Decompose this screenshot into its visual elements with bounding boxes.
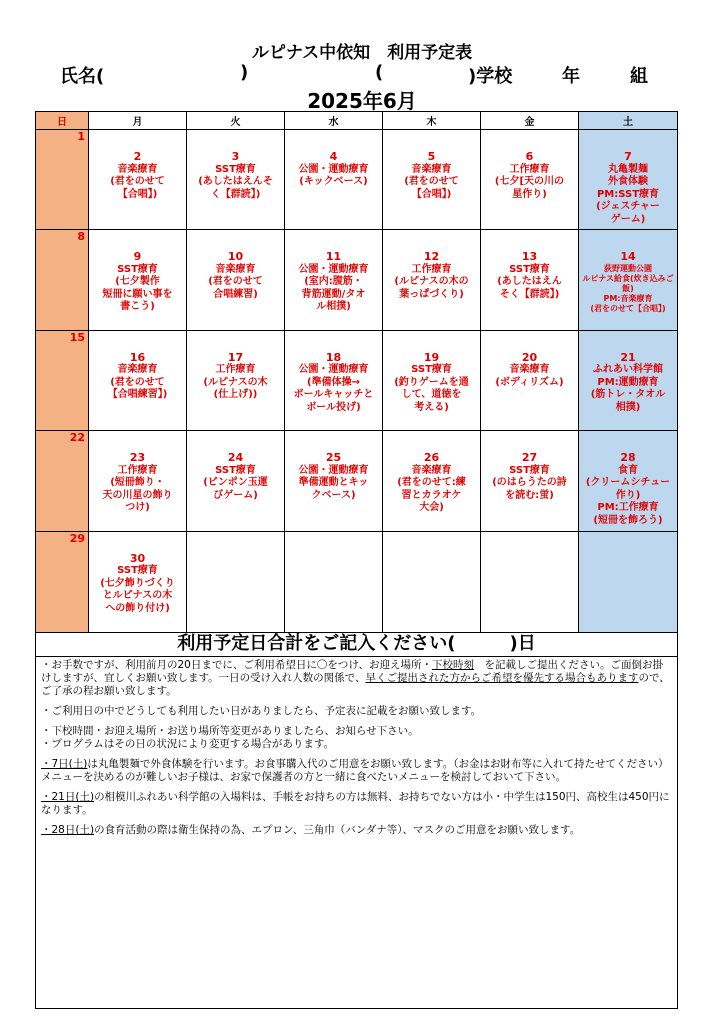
year-label: 年 <box>562 66 580 87</box>
day-event: 工作療育 (七夕[天の川の 星作り) <box>494 163 565 200</box>
day-number: 20 <box>521 350 538 364</box>
day-event: 工作療育 (ルピナスの木の 葉っぱづくり) <box>394 263 469 300</box>
day-event: 音楽療育 (君をのせて 【合唱練習】) <box>107 364 168 401</box>
day-number: 17 <box>227 350 244 364</box>
day-number: 16 <box>129 350 146 364</box>
day-number: 12 <box>423 250 440 264</box>
calendar-day-cell <box>89 331 187 431</box>
calendar-day-cell <box>383 532 481 632</box>
day-event: SST療育 (のはらうたの詩 を読む:蛍) <box>492 464 567 501</box>
calendar-day-cell <box>481 130 579 230</box>
day-number: 23 <box>129 451 146 465</box>
day-number: 11 <box>325 250 342 264</box>
note-7th: ・7日(土)は丸亀製麺で外食体験を行います。お食事購入代のご用意をお願い致します。（お金はお財布等に入れて持たせてください）メニューを決めるのが難しいお子様は、お家で保護者の方と一緒に食べたいメニューを検討しておいて下さい。 <box>41 758 669 783</box>
day-number: 22 <box>69 431 85 445</box>
calendar-day-cell <box>285 532 383 632</box>
day-event: ふれあい科学館 PM:運動療育 (筋トレ・タオル 相撲) <box>590 364 666 413</box>
weekday-header: 月 <box>89 112 187 130</box>
day-event: 音楽療育 (ボディリズム) <box>495 364 564 388</box>
day-number: 3 <box>231 150 240 163</box>
weekday-header: 火 <box>187 112 285 130</box>
calendar-day-cell <box>36 230 89 330</box>
note-submission: ・お手数ですが、利用前月の20日までに、ご利用希望日に〇をつけ、お迎え場所・下校時刻 を記載しご提出ください。ご面倒お掛けしますが、宜しくお願い致します。一日の受け入れ人数の関係で、早くご提出された方からご希望を優先する場合もありますので、ご了承の程お願い致します。 <box>41 659 670 697</box>
calendar-day-cell <box>579 130 677 230</box>
day-number: 25 <box>325 451 342 465</box>
day-number: 24 <box>227 451 244 465</box>
calendar-day-cell <box>36 130 89 230</box>
day-number: 10 <box>227 250 244 264</box>
day-number: 29 <box>69 531 85 545</box>
day-event: 音楽療育 (君をのせて 【合唱】) <box>110 163 165 200</box>
day-event: 工作療育 (短冊飾り・ 天の川星の飾り つけ) <box>102 464 173 514</box>
calendar-day-cell <box>285 130 383 230</box>
calendar-day-cell <box>481 532 579 632</box>
day-number: 4 <box>329 150 338 163</box>
calendar-day-cell <box>187 532 285 632</box>
calendar-day-cell <box>481 331 579 431</box>
calendar-day-cell <box>89 431 187 531</box>
day-event: 荻野運動公園 ルピナス給食(炊き込みご飯) PM:音楽療育 (君をのせて【合唱】) <box>582 263 674 313</box>
calendar-day-cell <box>285 230 383 330</box>
calendar-grid <box>35 111 678 633</box>
calendar-day-cell <box>383 431 481 531</box>
notes-box <box>35 657 678 1009</box>
school-open: ( <box>375 62 384 83</box>
day-number: 13 <box>521 250 538 264</box>
name-label: 氏名( <box>60 66 105 87</box>
day-number: 15 <box>69 330 85 344</box>
calendar-day-cell <box>481 431 579 531</box>
name-school-line <box>60 62 660 86</box>
day-event: SST療育 (あしたはえん そく【群読】) <box>497 263 562 300</box>
day-number: 19 <box>423 350 440 364</box>
calendar-day-cell <box>187 431 285 531</box>
day-event: 公園・運動療育 (室内:腹筋・ 背筋運動/タオ ル相撲) <box>298 263 369 313</box>
calendar-day-cell <box>89 230 187 330</box>
day-number: 7 <box>624 150 632 163</box>
month-title: 2025年6月 <box>307 89 417 113</box>
note-program-change: ・プログラムはその日の状況により変更する場合があります。 <box>41 738 335 750</box>
day-event: 食育 (クリームシチュー 作り) PM:工作療育 (短冊を飾ろう) <box>585 464 671 526</box>
note-21st: ・21日(土)の相模川ふれあい科学館の入場料は、手帳をお持ちの方は無料、お持ちでない方は小・中学生は150円、高校生は450円になります。 <box>41 791 670 816</box>
day-number: 8 <box>77 230 85 244</box>
name-close: ) <box>240 62 249 83</box>
school-label: )学校 <box>468 66 513 87</box>
day-event: SST療育 (あしたはえんそ く【群読】) <box>198 163 273 200</box>
day-number: 21 <box>620 350 636 364</box>
day-event: 丸亀製麺 外食体験 PM:SST療育 (ジェスチャー ゲーム) <box>596 163 660 225</box>
day-number: 18 <box>325 350 342 364</box>
calendar-day-cell <box>579 532 677 632</box>
day-event: 音楽療育 (君をのせて:練 習とカラオケ 大会) <box>397 464 466 514</box>
day-event: SST療育 (七夕製作 短冊に願い事を 書こう) <box>102 263 173 313</box>
calendar-day-cell <box>36 532 89 632</box>
day-event: 音楽療育 (君をのせて 合唱練習) <box>208 263 263 300</box>
day-event: 公園・運動療育 準備運動とキッ クベース) <box>298 464 369 501</box>
calendar-day-cell <box>89 532 187 632</box>
day-number: 26 <box>423 451 440 465</box>
calendar-day-cell <box>383 130 481 230</box>
day-number: 27 <box>521 451 538 465</box>
day-number: 2 <box>133 150 142 163</box>
weekday-header: 木 <box>383 112 481 130</box>
day-event: 工作療育 (ルピナスの木 (仕上げ)) <box>203 364 268 401</box>
day-event: 公園・運動療育 (キックベース) <box>298 163 369 187</box>
class-label: 組 <box>630 66 648 87</box>
day-number: 14 <box>620 250 636 264</box>
day-event: 音楽療育 (君をのせて 【合唱】) <box>404 163 459 200</box>
weekday-header: 水 <box>285 112 383 130</box>
calendar-day-cell <box>285 431 383 531</box>
day-event: 公園・運動療育 (準備体操→ ボールキャッチと ボール投げ) <box>293 364 374 413</box>
day-event: SST療育 (ピンポン玉運 びゲーム) <box>203 464 268 501</box>
calendar-day-cell <box>187 130 285 230</box>
note-28th: ・28日(土)の食育活動の際は衛生保持の為、エプロン、三角巾（バンダナ等）、マスクのご用意をお願い致します。 <box>41 824 581 836</box>
calendar-day-cell <box>579 331 677 431</box>
calendar-day-cell <box>36 331 89 431</box>
calendar-day-cell <box>579 431 677 531</box>
calendar-day-cell <box>383 230 481 330</box>
calendar-day-cell <box>383 331 481 431</box>
weekday-header: 金 <box>481 112 579 130</box>
note-change-notice: ・下校時間・お迎え場所・お送り場所等変更がありましたら、お知らせ下さい。 <box>41 725 419 737</box>
page-title: ルピナス中依知 利用予定表 <box>251 43 473 63</box>
calendar-day-cell <box>579 230 677 330</box>
weekday-header: 土 <box>579 112 677 130</box>
calendar-day-cell <box>36 431 89 531</box>
calendar-day-cell <box>187 331 285 431</box>
calendar-day-cell <box>187 230 285 330</box>
day-number: 5 <box>427 150 436 163</box>
day-number: 1 <box>77 130 85 143</box>
calendar-day-cell <box>285 331 383 431</box>
day-event: SST療育 (釣りゲームを通 して、道徳を 考える) <box>394 364 469 413</box>
day-number: 30 <box>129 551 146 565</box>
calendar-day-cell <box>89 130 187 230</box>
day-number: 28 <box>620 451 636 465</box>
day-number: 9 <box>133 250 142 264</box>
day-event: SST療育 (七夕飾りづくり とルピナスの木 への飾り付け) <box>100 565 175 614</box>
day-number: 6 <box>525 150 534 163</box>
total-days-line: 利用予定日合計をご記入ください( )日 <box>35 633 678 657</box>
weekday-header: 日 <box>36 112 89 130</box>
calendar-day-cell <box>481 230 579 330</box>
note-preferred-days: ・ご利用日の中でどうしても利用したい日がありましたら、予定表に記載をお願い致します。 <box>41 705 482 717</box>
